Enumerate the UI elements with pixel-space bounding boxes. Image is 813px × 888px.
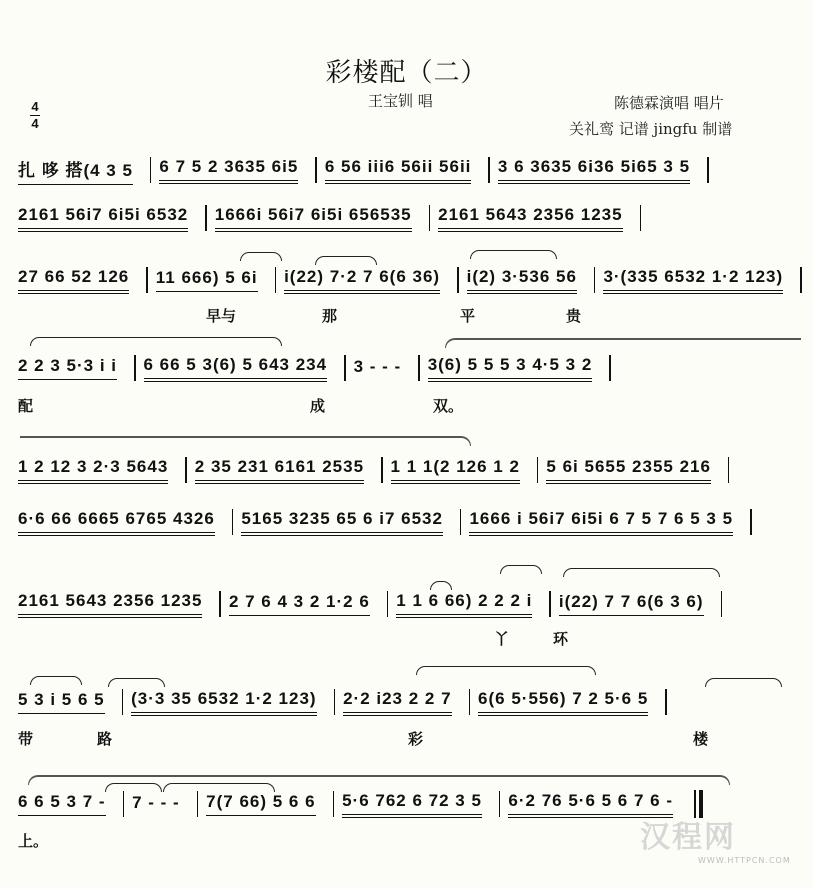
note-group: 1666i 56i7 6i5i 656535 (215, 205, 412, 232)
measure (325, 157, 481, 184)
watermark-url: WWW.HTTPCN.COM (698, 856, 791, 865)
measure (342, 791, 491, 818)
note-group: 2161 5643 2356 1235 (18, 591, 202, 618)
barline (344, 355, 346, 381)
barline (537, 457, 539, 483)
measure (156, 268, 267, 292)
note-group: 1 1 1(2 126 1 2 (391, 457, 520, 484)
barline (123, 791, 125, 817)
score-line-3 (18, 266, 810, 294)
measure (18, 792, 115, 816)
barline (185, 457, 187, 483)
note-group: 2 35 231 6161 2535 (195, 457, 364, 484)
barline (418, 355, 420, 381)
barline (429, 205, 431, 231)
note-group: 3 - - - (353, 356, 402, 376)
measure (498, 157, 699, 184)
time-signature-bottom: 4 (31, 116, 39, 131)
barline (146, 267, 148, 293)
lyric: 彩 (408, 730, 424, 748)
lyric: 上。 (18, 832, 49, 850)
transcriber-credit: 关礼鸾 记谱 jingfu 制谱 (569, 120, 733, 138)
barline (721, 591, 723, 617)
score-line-9 (18, 790, 703, 818)
measure (343, 689, 460, 716)
performer-credit: 陈德霖演唱 唱片 (614, 94, 724, 112)
lyric: 配 (18, 397, 34, 415)
note-group: i(22) 7 7 6(6 3 6) (559, 592, 704, 616)
slur (240, 252, 282, 261)
note-group: 1 1 6 66) 2 2 2 i (396, 591, 532, 618)
measure (241, 509, 452, 536)
measure (284, 267, 449, 294)
measure (215, 205, 421, 232)
measure (428, 355, 602, 382)
lyric: 贵 (566, 307, 582, 325)
note-group: 6·6 66 6665 6765 4326 (18, 509, 215, 536)
lyric: 双。 (433, 397, 464, 415)
barline (488, 157, 490, 183)
barline (219, 591, 221, 617)
note-group: 6 56 iii6 56ii 56ii (325, 157, 472, 184)
note-group: 6 6 5 3 7 - (18, 792, 106, 816)
phrase-slur (20, 436, 471, 446)
note-group: 2161 56i7 6i5i 6532 (18, 205, 188, 232)
slur (500, 565, 542, 574)
measure (18, 356, 126, 380)
barline (232, 509, 234, 535)
watermark (640, 812, 791, 865)
barline (387, 591, 389, 617)
measure (18, 591, 211, 618)
slur (470, 250, 557, 259)
measure (144, 355, 337, 382)
measure (438, 205, 631, 232)
note-group: 1 2 12 3 2·3 5643 (18, 457, 168, 484)
lyric: 平 (460, 307, 476, 325)
measure (391, 457, 529, 484)
note-group: 5165 3235 65 6 i7 6532 (241, 509, 443, 536)
measure (229, 592, 379, 616)
barline (457, 267, 459, 293)
note-group: i(22) 7·2 7 6(6 36) (284, 267, 440, 294)
singer-credit: 王宝钏 唱 (368, 92, 433, 110)
note-group: 2·2 i23 2 2 7 (343, 689, 451, 716)
lyric: 那 (322, 307, 338, 325)
barline (800, 267, 802, 293)
note-group: (3·3 35 6532 1·2 123) (131, 689, 316, 716)
measure (18, 205, 197, 232)
barline (609, 355, 611, 381)
barline (499, 791, 501, 817)
measure (18, 156, 142, 185)
barline (728, 457, 730, 483)
measure (467, 267, 586, 294)
watermark-logo: 汉程网 (640, 820, 736, 855)
lyric: 环 (553, 630, 569, 648)
measure (18, 690, 114, 714)
slur (430, 581, 452, 590)
barline (333, 791, 335, 817)
note-group: 2 2 3 5·3 i i (18, 356, 117, 380)
measure (159, 157, 307, 184)
lyric: 成 (310, 397, 326, 415)
measure (354, 357, 411, 380)
note-group: 7 - - - (132, 792, 180, 812)
lyric: 丫 (494, 630, 510, 648)
barline (665, 689, 667, 715)
slur (563, 568, 720, 577)
score-line-8 (18, 688, 675, 716)
slur (416, 666, 596, 675)
phrase-slur (30, 337, 282, 346)
measure (559, 592, 713, 616)
score-line-4 (18, 354, 619, 382)
note-group: i(2) 3·536 56 (467, 267, 577, 294)
measure (546, 457, 720, 484)
lyric: 带 (18, 730, 34, 748)
measure (132, 793, 189, 816)
barline (640, 205, 642, 231)
score-line-5 (18, 456, 737, 484)
time-signature-top: 4 (31, 99, 39, 114)
barline (197, 791, 199, 817)
note-group: 2 7 6 4 3 2 1·2 6 (229, 592, 370, 616)
barline (134, 355, 136, 381)
score-line-7 (18, 590, 730, 618)
note-group: 6(6 5·556) 7 2 5·6 5 (478, 689, 648, 716)
measure (603, 267, 792, 294)
note-group: 3·(335 6532 1·2 123) (603, 267, 783, 294)
barline (205, 205, 207, 231)
song-title: 彩楼配（二） (325, 58, 488, 88)
measure (469, 509, 742, 536)
measure (18, 509, 224, 536)
measure (195, 457, 373, 484)
slur (108, 678, 165, 687)
barline (469, 689, 471, 715)
measure (206, 792, 324, 816)
slur (30, 676, 82, 685)
barline (381, 457, 383, 483)
phrase-slur (445, 338, 801, 348)
measure (131, 689, 325, 716)
measure (18, 267, 138, 294)
lyric: 早与 (206, 307, 237, 325)
note-group: 7(7 66) 5 6 6 (206, 792, 315, 816)
barline (460, 509, 462, 535)
note-group: 5 6i 5655 2355 216 (546, 457, 711, 484)
note-group: 5 3 i 5 6 5 (18, 690, 105, 714)
lyric: 路 (97, 730, 113, 748)
note-group: 5·6 762 6 72 3 5 (342, 791, 482, 818)
slur (315, 256, 377, 265)
note-group: 6 7 5 2 3635 6i5 (159, 157, 298, 184)
barline (707, 157, 709, 183)
barline (150, 157, 152, 183)
note-group: 3 6 3635 6i36 5i65 3 5 (498, 157, 690, 184)
note-group: 扎 哆 搭(4 3 5 (18, 156, 133, 185)
barline (122, 689, 124, 715)
barline (549, 591, 551, 617)
measure (18, 457, 177, 484)
barline (275, 267, 277, 293)
measure (396, 591, 541, 618)
note-group: 3(6) 5 5 5 3 4·5 3 2 (428, 355, 593, 382)
score-line-1 (18, 156, 717, 184)
note-group: 6 66 5 3(6) 5 643 234 (144, 355, 328, 382)
score-line-6 (18, 508, 760, 536)
barline (334, 689, 336, 715)
barline (594, 267, 596, 293)
score-line-2 (18, 204, 649, 232)
measure (478, 689, 657, 716)
note-group: 2161 5643 2356 1235 (438, 205, 622, 232)
note-group: 1666 i 56i7 6i5i 6 7 5 7 6 5 3 5 (469, 509, 733, 536)
slur (705, 678, 782, 687)
note-group: 6·2 76 5·6 5 6 7 6 - (508, 791, 673, 818)
barline (750, 509, 752, 535)
lyric: 楼 (693, 730, 709, 748)
note-group: 11 666) 5 6i (156, 268, 258, 292)
barline (315, 157, 317, 183)
time-signature (30, 100, 40, 131)
note-group: 27 66 52 126 (18, 267, 129, 294)
